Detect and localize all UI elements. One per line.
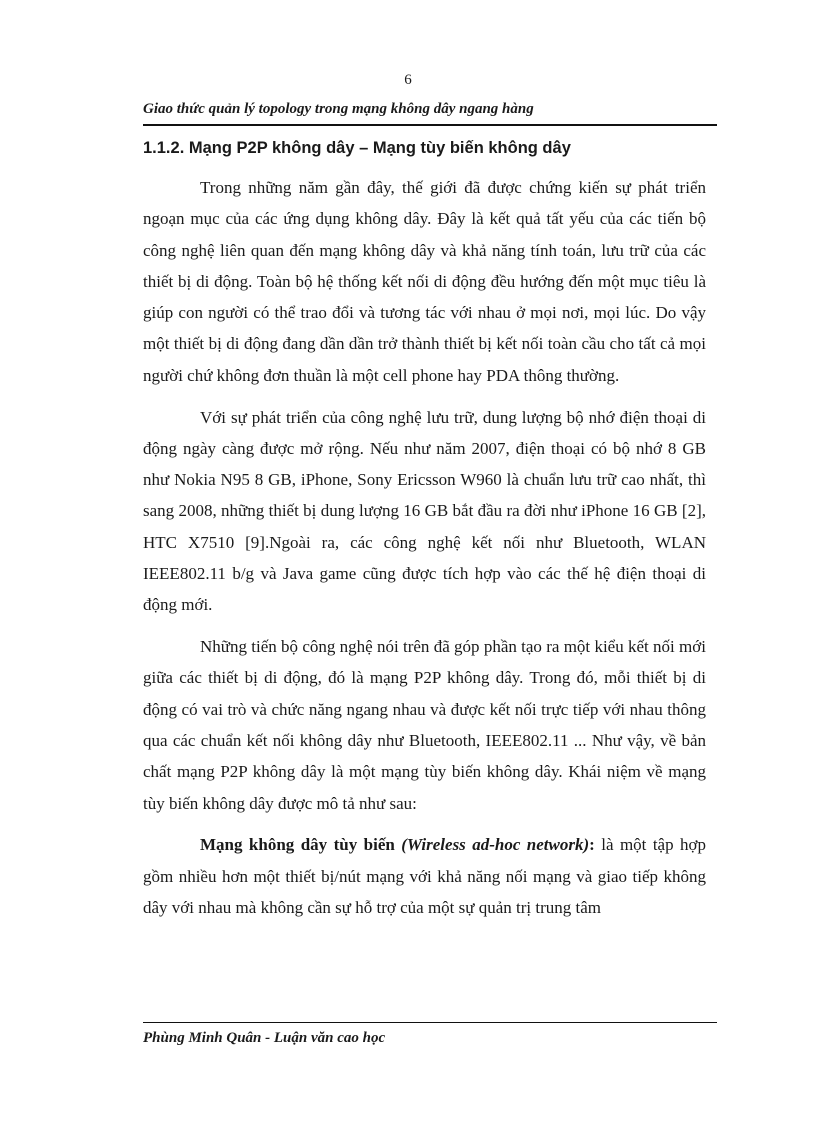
header-divider [143, 124, 717, 126]
footer-author: Phùng Minh Quân - Luận văn cao học [143, 1030, 386, 1046]
paragraph-2: Với sự phát triển của công nghệ lưu trữ, dung lượng bộ nhớ điện thoại di động ngày càng được mở rộng. Nếu như năm 2007, điện thoại có bộ nhớ 8 GB như Nokia N95 8 GB, iPhone, Sony Ericsson W960 là chuẩn lưu trữ cao nhất, thì sang 2008, những thiết bị dung lượng 16 GB bắt đầu ra đời như iPhone 16 GB [2], HTC X7510 [9].Ngoài ra, các công nghệ kết nối như Bluetooth, WLAN IEEE802.11 b/g và Java game cũng được tích hợp vào các thế hệ điện thoại di động mới. [143, 407, 706, 615]
section-heading: 1.1.2. Mạng P2P không dây – Mạng tùy biến không dây [143, 139, 571, 157]
definition-term-english: (Wireless ad-hoc network) [401, 835, 590, 855]
body-text [143, 172, 706, 923]
footer-divider [143, 1022, 717, 1023]
page-number: 6 [404, 72, 412, 88]
definition-colon: : [589, 835, 595, 855]
definition-paragraph [143, 829, 706, 923]
paragraph-3: Những tiến bộ công nghệ nói trên đã góp phần tạo ra một kiểu kết nối mới giữa các thiết bị di động, đó là mạng P2P không dây. Trong đó, mỗi thiết bị di động có vai trò và chức năng ngang nhau và được kết nối trực tiếp với nhau thông qua các chuẩn kết nối không dây như Bluetooth, IEEE802.11 ... Như vậy, về bản chất mạng P2P không dây là một mạng tùy biến không dây. Khái niệm về mạng tùy biến không dây được mô tả như sau: [143, 637, 706, 813]
running-header-title: Giao thức quản lý topology trong mạng không dây ngang hàng [143, 101, 534, 117]
paragraph-1: Trong những năm gần đây, thế giới đã được chứng kiến sự phát triển ngoạn mục của các ứng dụng không dây. Đây là kết quả tất yếu của các tiến bộ công nghệ liên quan đến mạng không dây và khả năng tính toán, lưu trữ của các thiết bị di động. Toàn bộ hệ thống kết nối di động đều hướng đến một mục tiêu là giúp con người có thể trao đổi và tương tác với nhau ở mọi nơi, mọi lúc. Do vậy một thiết bị di động đang dần dần trở thành thiết bị kết nối toàn cầu cho tất cả mọi người chứ không đơn thuần là một cell phone hay PDA thông thường. [143, 178, 706, 385]
definition-text: là một tập hợp gồm nhiều hơn một thiết bị/nút mạng với khả năng nối mạng và giao tiếp không dây với nhau mà không cần sự hỗ trợ của một sự quản trị trung tâm [143, 835, 707, 918]
definition-term: Mạng không dây tùy biến [200, 835, 395, 855]
